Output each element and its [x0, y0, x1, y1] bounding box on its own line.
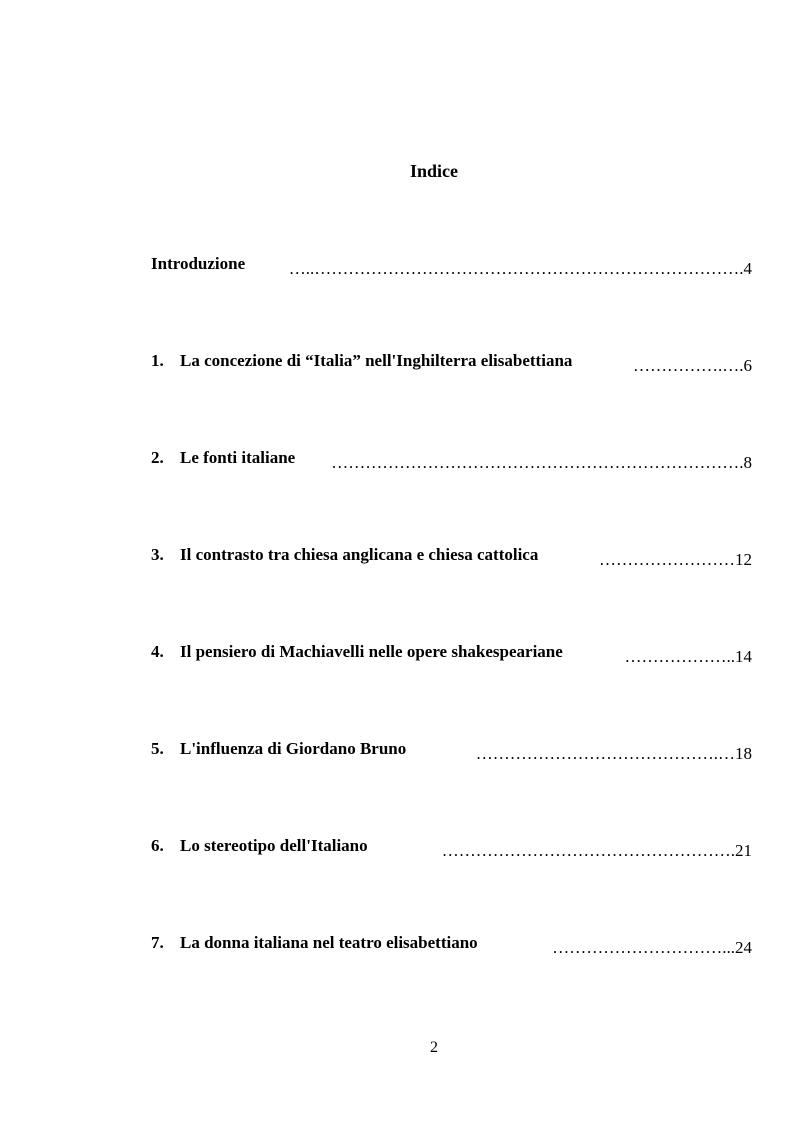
toc-entry-number: 6. — [151, 836, 164, 855]
toc-entry-number: 5. — [151, 739, 164, 758]
toc-entry-2[interactable] — [151, 449, 752, 475]
toc-entry-6[interactable] — [151, 837, 752, 863]
toc-entry-title: 3. Il contrasto tra chiesa anglicana e chiesa cattolica — [151, 542, 538, 568]
toc-entry-number: 3. — [151, 545, 164, 564]
toc-entry-introduzione[interactable] — [151, 255, 752, 281]
toc-entry-title: 5. L'influenza di Giordano Bruno — [151, 736, 406, 762]
toc-entry-number: 1. — [151, 351, 164, 370]
toc-entry-leader: …..………………………………………………………………….4 — [288, 259, 752, 278]
toc-entry-leader: …………………………...24 — [552, 938, 752, 957]
toc-entry-title: 6. Lo stereotipo dell'Italiano — [151, 833, 368, 859]
toc-entry-number: 4. — [151, 642, 164, 661]
toc-entry-leader: ……………………12 — [599, 550, 752, 569]
toc-entry-title: 1. La concezione di “Italia” nell'Inghilterra elisabettiana — [151, 348, 572, 374]
toc-entry-title: 2. Le fonti italiane — [151, 445, 295, 471]
toc-entry-1[interactable] — [151, 352, 752, 378]
toc-entry-number: 2. — [151, 448, 164, 467]
toc-entry-leader: …………………………………………….21 — [441, 841, 752, 860]
toc-entry-title: 7. La donna italiana nel teatro elisabettiano — [151, 930, 478, 956]
toc-entry-leader: …………….….6 — [633, 356, 752, 375]
toc-entry-leader: ……………………………………………………………….8 — [331, 453, 752, 472]
toc-entry-leader: …………………………………….…18 — [475, 744, 752, 763]
toc-entry-number: 7. — [151, 933, 164, 952]
toc-entry-title: Introduzione — [151, 254, 246, 273]
toc-entry-4[interactable] — [151, 643, 752, 669]
toc-entry-leader: ………………..14 — [624, 647, 752, 666]
toc-entry-5[interactable] — [151, 740, 752, 766]
toc-entry-7[interactable] — [151, 934, 752, 960]
toc-entry-title: 4. Il pensiero di Machiavelli nelle opere shakespeariane — [151, 639, 563, 665]
page-title: Indice — [409, 161, 458, 181]
page-number: 2 — [430, 1039, 438, 1056]
toc-entry-3[interactable] — [151, 546, 752, 572]
